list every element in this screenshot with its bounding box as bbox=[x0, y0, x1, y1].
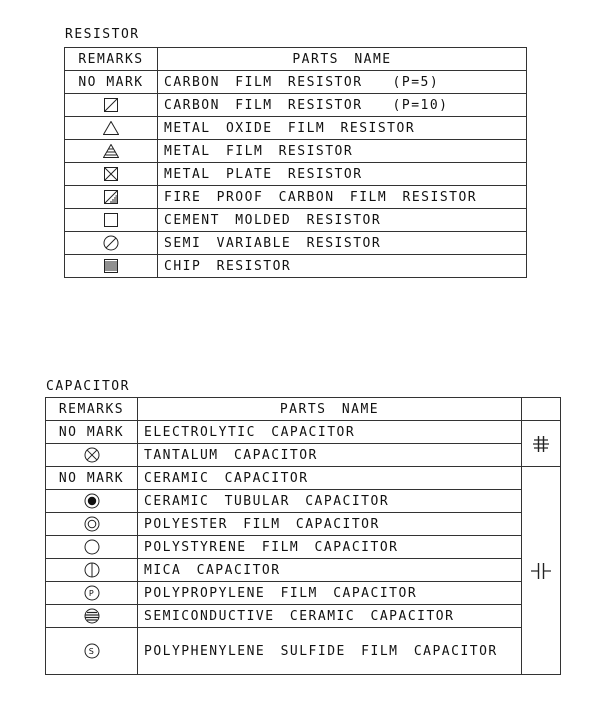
remark-cell bbox=[46, 605, 138, 628]
capacitor-section-title: CAPACITOR bbox=[46, 379, 130, 394]
resistor-header-row bbox=[65, 48, 527, 71]
table-row bbox=[46, 628, 561, 675]
table-row bbox=[46, 513, 561, 536]
resistor-table bbox=[64, 47, 527, 278]
triangle-icon bbox=[103, 121, 119, 135]
remark-cell bbox=[65, 232, 158, 255]
table-row bbox=[46, 582, 561, 605]
circle-p-icon bbox=[84, 585, 100, 601]
part-name-cell: CHIP RESISTOR bbox=[158, 255, 527, 278]
part-name-cell: FIRE PROOF CARBON FILM RESISTOR bbox=[158, 186, 527, 209]
remark-cell: NO MARK bbox=[65, 71, 158, 94]
double-circle-icon bbox=[84, 516, 100, 532]
table-row bbox=[46, 605, 561, 628]
table-row bbox=[46, 490, 561, 513]
remark-cell bbox=[65, 140, 158, 163]
circle-striped-icon bbox=[84, 608, 100, 624]
remark-cell: NO MARK bbox=[46, 467, 138, 490]
table-row bbox=[65, 232, 527, 255]
remark-cell bbox=[46, 559, 138, 582]
part-note: (P=10) bbox=[392, 97, 449, 113]
symbol-cell bbox=[522, 467, 561, 675]
part-name-cell: METAL OXIDE FILM RESISTOR bbox=[158, 117, 527, 140]
capacitor-symbol-icon bbox=[530, 561, 552, 581]
part-name-cell: CERAMIC CAPACITOR bbox=[138, 467, 522, 490]
table-row bbox=[46, 559, 561, 582]
polarized-capacitor-symbol-icon bbox=[531, 433, 551, 455]
remark-cell bbox=[46, 628, 138, 675]
remark-cell bbox=[65, 94, 158, 117]
table-row bbox=[65, 255, 527, 278]
part-name-cell: POLYSTYRENE FILM CAPACITOR bbox=[138, 536, 522, 559]
hatched-triangle-icon bbox=[103, 144, 119, 158]
circle-p-letter: P bbox=[88, 589, 95, 598]
partial-hatched-square-icon bbox=[104, 190, 118, 204]
slashed-square-icon bbox=[104, 98, 118, 112]
resistor-section-title: RESISTOR bbox=[65, 27, 140, 42]
circle-s-icon bbox=[84, 643, 100, 659]
table-row bbox=[46, 421, 561, 444]
part-name-cell: TANTALUM CAPACITOR bbox=[138, 444, 522, 467]
capacitor-header-symbol bbox=[522, 398, 561, 421]
table-row bbox=[65, 94, 527, 117]
part-name-cell: POLYESTER FILM CAPACITOR bbox=[138, 513, 522, 536]
table-row bbox=[46, 444, 561, 467]
table-row bbox=[65, 209, 527, 232]
capacitor-header-remarks: REMARKS bbox=[46, 398, 138, 421]
table-row bbox=[65, 186, 527, 209]
capacitor-header-parts-name: PARTS NAME bbox=[138, 398, 522, 421]
table-row bbox=[46, 536, 561, 559]
circle-s-letter: S bbox=[88, 647, 95, 656]
remark-cell: NO MARK bbox=[46, 421, 138, 444]
capacitor-header-row bbox=[46, 398, 561, 421]
filled-lined-square-icon bbox=[104, 259, 118, 273]
circle-x-icon bbox=[84, 447, 100, 463]
remark-cell bbox=[46, 582, 138, 605]
table-row bbox=[65, 140, 527, 163]
symbol-cell bbox=[522, 421, 561, 467]
part-name-cell: ELECTROLYTIC CAPACITOR bbox=[138, 421, 522, 444]
part-note: (P=5) bbox=[392, 74, 440, 90]
part-name-cell: METAL FILM RESISTOR bbox=[158, 140, 527, 163]
remark-cell bbox=[65, 209, 158, 232]
part-name-cell: MICA CAPACITOR bbox=[138, 559, 522, 582]
part-name: CARBON FILM RESISTOR bbox=[164, 74, 363, 90]
remark-cell bbox=[46, 490, 138, 513]
resistor-header-remarks: REMARKS bbox=[65, 48, 158, 71]
slashed-circle-icon bbox=[103, 235, 119, 251]
part-name-cell: SEMICONDUCTIVE CERAMIC CAPACITOR bbox=[138, 605, 522, 628]
remark-cell bbox=[65, 186, 158, 209]
part-name-cell bbox=[158, 94, 527, 117]
circle-line-icon bbox=[84, 562, 100, 578]
table-row bbox=[65, 117, 527, 140]
table-row bbox=[65, 71, 527, 94]
remark-cell bbox=[46, 444, 138, 467]
capacitor-table bbox=[45, 397, 561, 675]
part-name-cell: SEMI VARIABLE RESISTOR bbox=[158, 232, 527, 255]
table-row bbox=[65, 163, 527, 186]
part-name: CARBON FILM RESISTOR bbox=[164, 97, 363, 113]
part-name-cell: CERAMIC TUBULAR CAPACITOR bbox=[138, 490, 522, 513]
remark-cell bbox=[65, 117, 158, 140]
part-name-cell: METAL PLATE RESISTOR bbox=[158, 163, 527, 186]
circle-icon bbox=[84, 539, 100, 555]
circle-dot-icon bbox=[84, 493, 100, 509]
remark-cell bbox=[65, 163, 158, 186]
resistor-header-parts-name: PARTS NAME bbox=[158, 48, 527, 71]
remark-cell bbox=[46, 513, 138, 536]
remark-cell bbox=[46, 536, 138, 559]
part-name-cell: CEMENT MOLDED RESISTOR bbox=[158, 209, 527, 232]
table-row bbox=[46, 467, 561, 490]
remark-cell bbox=[65, 255, 158, 278]
part-name-cell bbox=[158, 71, 527, 94]
empty-square-icon bbox=[104, 213, 118, 227]
part-name-cell: POLYPHENYLENE SULFIDE FILM CAPACITOR bbox=[138, 628, 522, 675]
part-name-cell: POLYPROPYLENE FILM CAPACITOR bbox=[138, 582, 522, 605]
crossed-square-icon bbox=[104, 167, 118, 181]
